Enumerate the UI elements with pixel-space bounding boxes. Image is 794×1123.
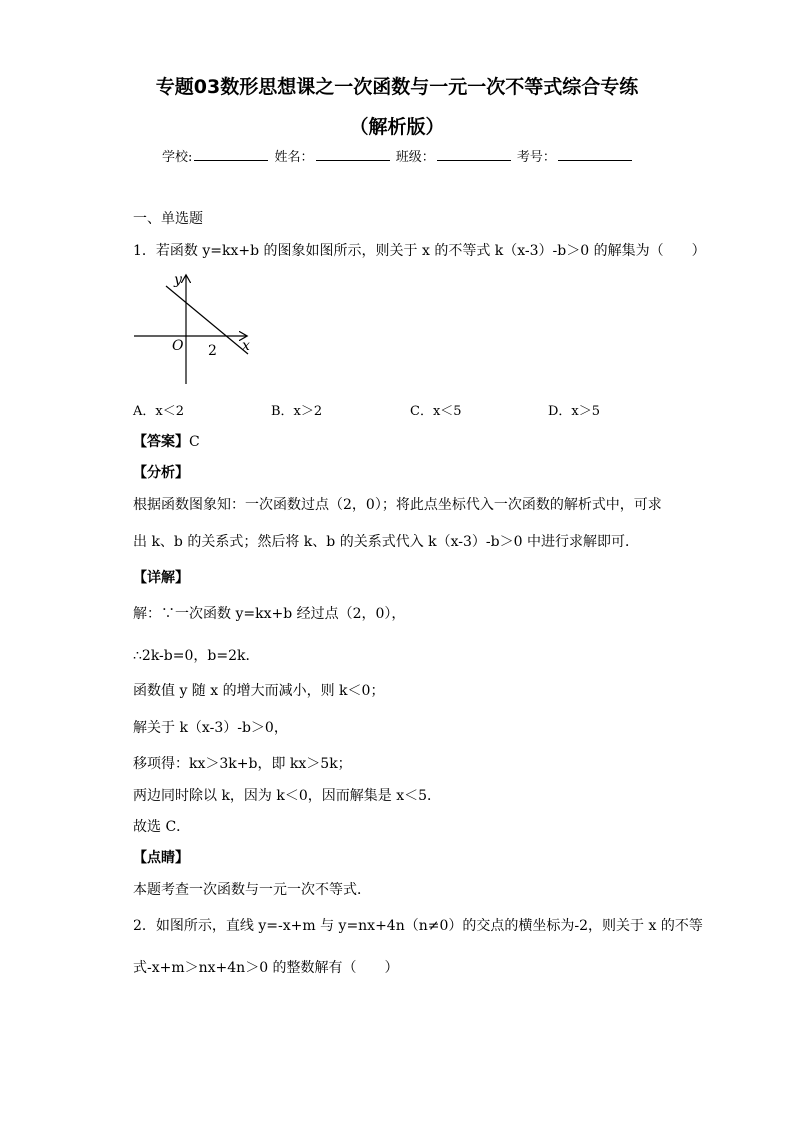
detail-line-1: 解：∵一次函数 y=kx+b 经过点（2，0）， [133, 606, 406, 622]
answer-line [133, 431, 200, 451]
comment-text: 本题考查一次函数与一元一次不等式． [133, 882, 371, 898]
x-intercept-label: 2 [208, 343, 217, 359]
question-2-line-2: 式-x+m＞nx+4n＞0 的整数解有（ ） [133, 960, 399, 976]
analysis-tag: 【分析】 [133, 465, 189, 481]
detail-tag: 【详解】 [133, 570, 189, 586]
option-c: C．x＜5 [410, 404, 462, 419]
name-blank [316, 148, 390, 161]
comment-tag: 【点睛】 [133, 850, 189, 866]
detail-line-4: 解关于 k（x-3）-b＞0， [133, 720, 288, 736]
student-info-line [162, 146, 634, 165]
school-label: 学校: [162, 150, 193, 165]
number-blank [558, 148, 632, 161]
detail-line-2: ∴2k-b=0，b=2k． [133, 648, 260, 664]
school-blank [194, 148, 268, 161]
option-b: B．x＞2 [271, 404, 323, 419]
class-label: 班级： [395, 150, 435, 165]
question-1-graph [130, 268, 260, 388]
detail-line-6: 两边同时除以 k，因为 k＜0，因而解集是 x＜5． [133, 788, 442, 804]
option-d: D．x＞5 [548, 404, 601, 419]
answer-value: C [189, 434, 200, 450]
option-a: A．x＜2 [133, 404, 184, 419]
origin-label: O [172, 338, 184, 354]
analysis-line-1: 根据函数图象知：一次函数过点（2，0）；将此点坐标代入一次函数的解析式中，可求 [133, 497, 662, 513]
x-axis-label: x [242, 338, 250, 354]
y-axis-label: y [174, 272, 182, 288]
question-1-stem: 1．若函数 y=kx+b 的图象如图所示，则关于 x 的不等式 k（x-3）-b＞0 的解集为（ ） [133, 243, 706, 259]
document-title: 专题03数形思想课之一次函数与一元一次不等式综合专练 [155, 76, 639, 98]
section-heading: 一、单选题 [133, 211, 203, 227]
document-subtitle: （解析版） [349, 116, 445, 138]
question-2-line-1: 2．如图所示，直线 y=-x+m 与 y=nx+4n（n≠0）的交点的横坐标为-2，则关于 x 的不等 [133, 918, 703, 934]
detail-line-3: 函数值 y 随 x 的增大而减小，则 k＜0； [133, 683, 385, 699]
name-label: 姓名： [274, 150, 314, 165]
detail-line-5: 移项得：kx＞3k+b，即 kx＞5k； [133, 756, 352, 772]
detail-line-7: 故选 C． [133, 819, 191, 835]
analysis-line-2: 出 k、b 的关系式；然后将 k、b 的关系式代入 k（x-3）-b＞0 中进行求解即可． [133, 534, 639, 550]
class-blank [437, 148, 511, 161]
number-label: 考号： [516, 150, 556, 165]
answer-tag: 【答案】 [133, 434, 189, 450]
